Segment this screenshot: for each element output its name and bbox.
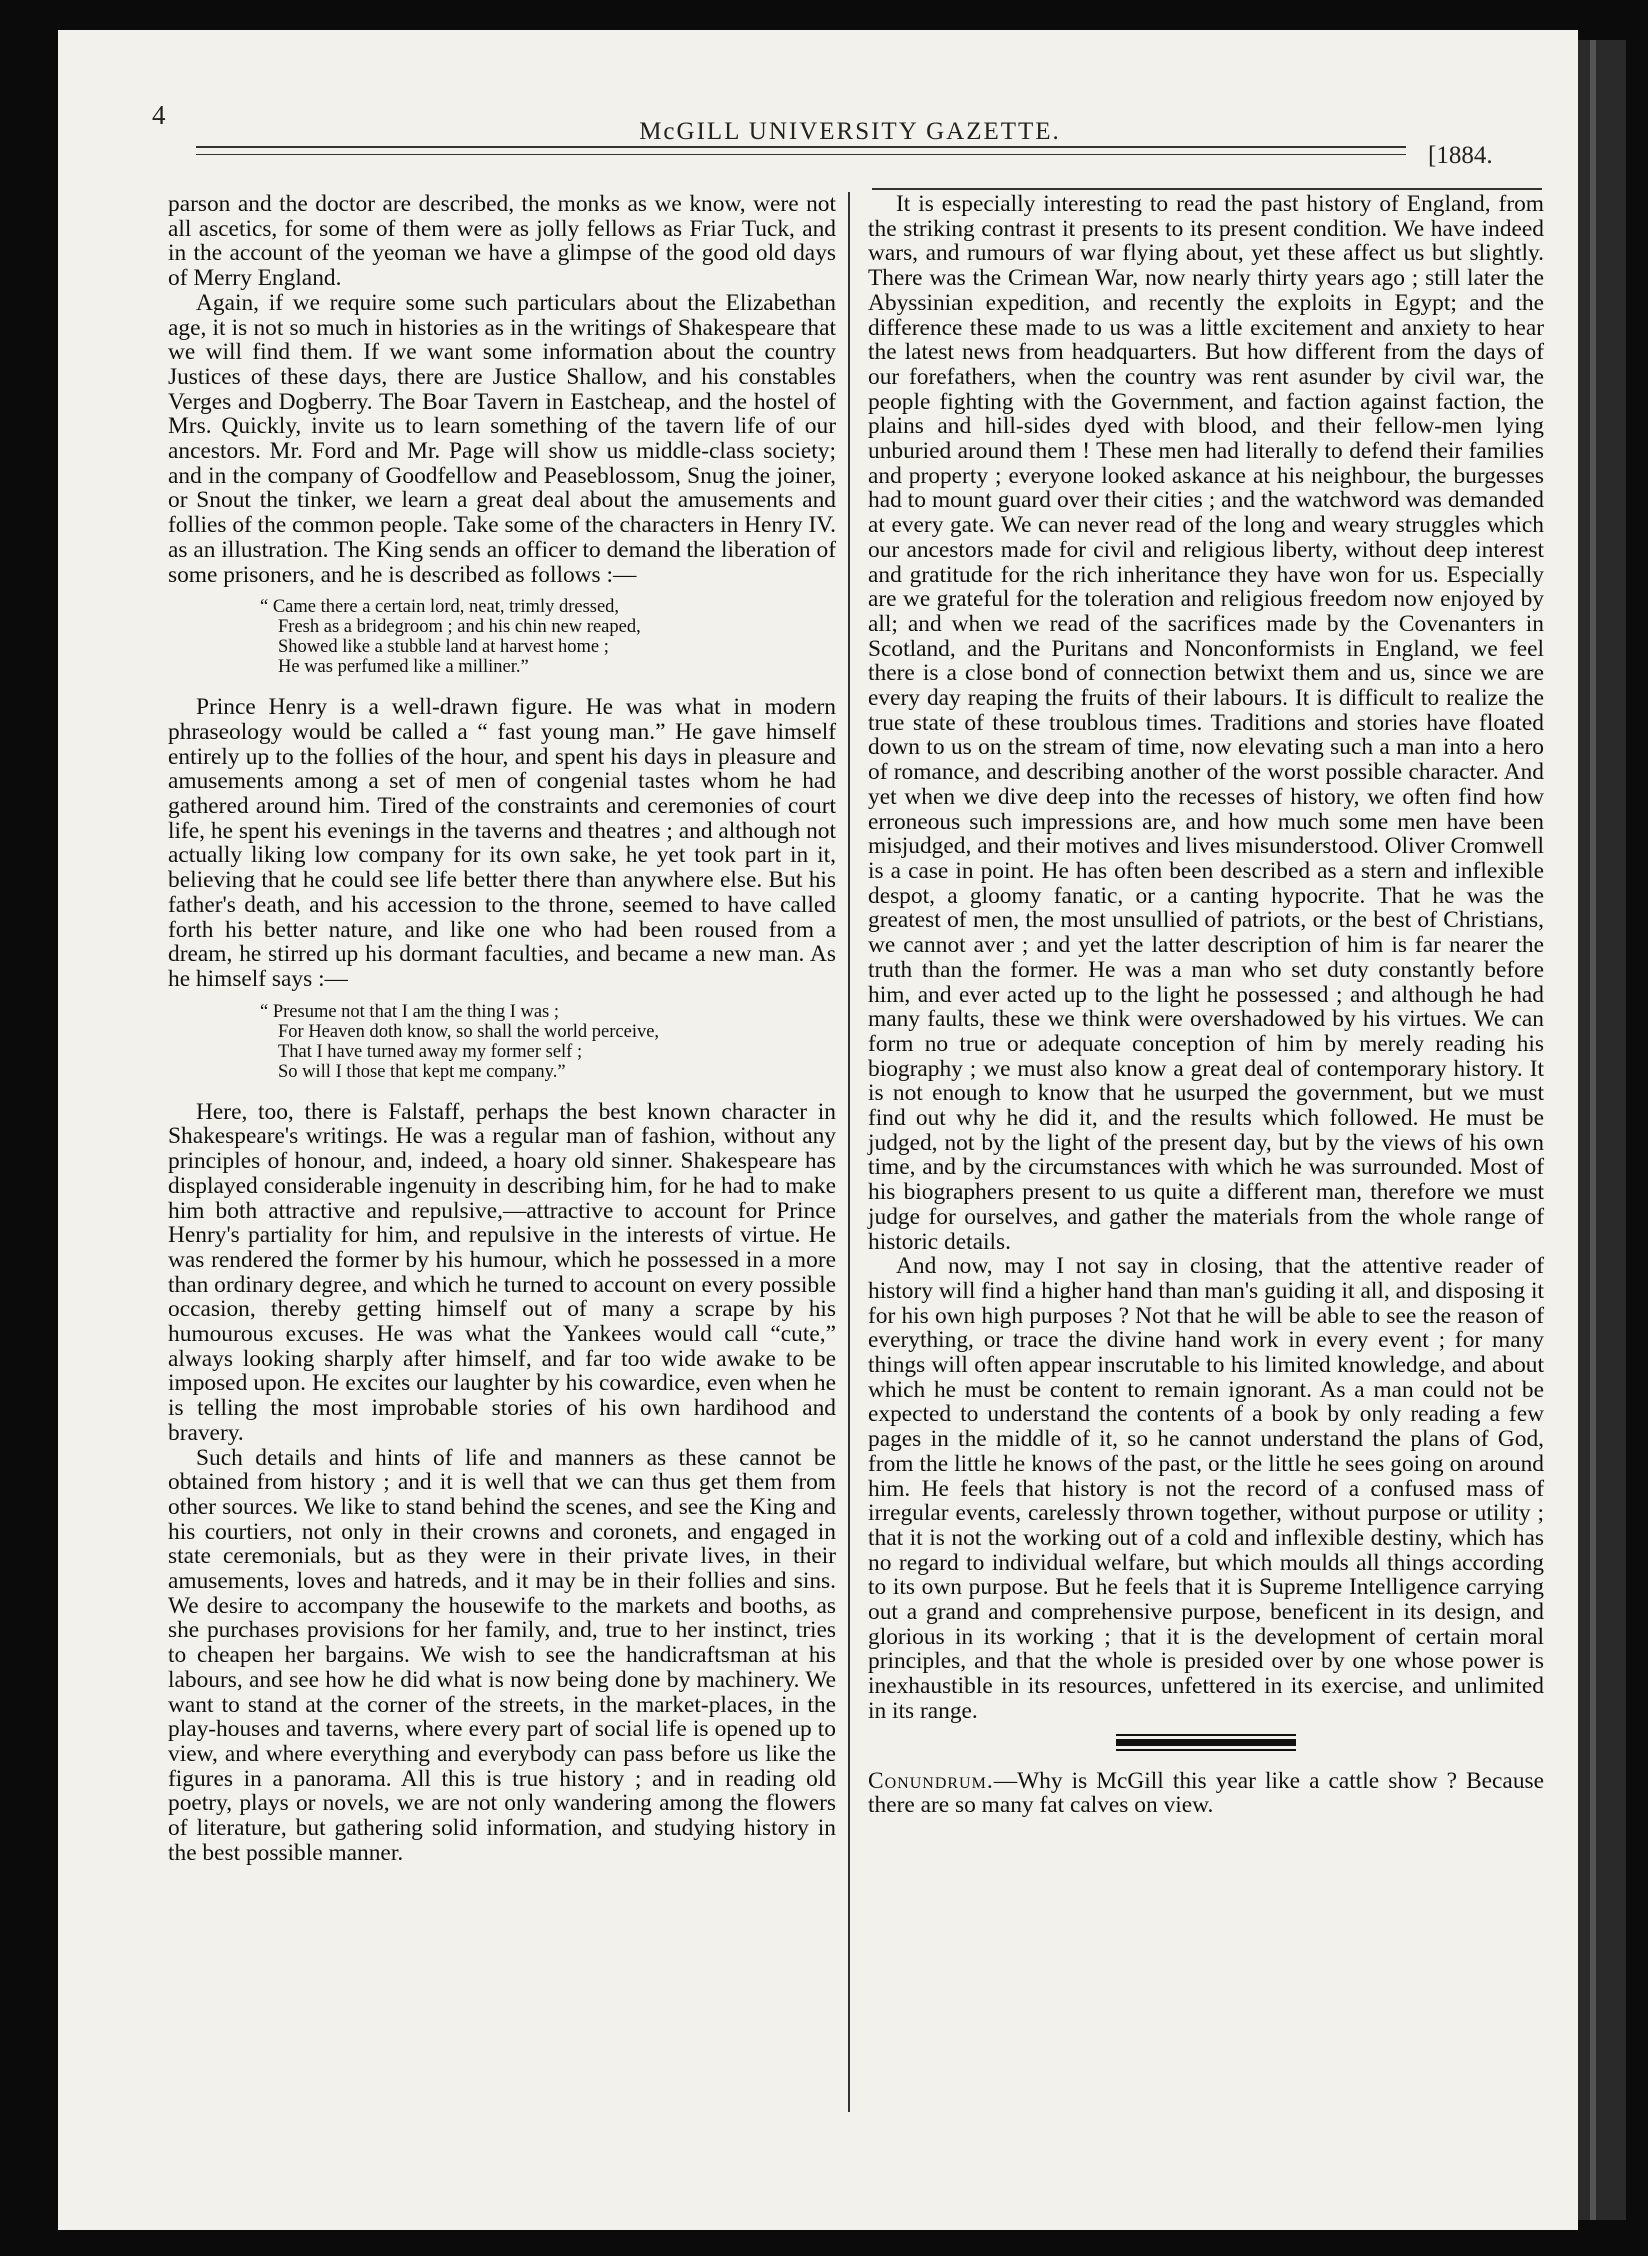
ornament-rule (1116, 1734, 1296, 1736)
issue-year: [1884. (1428, 142, 1493, 169)
right-paragraph-1: It is especially interesting to read the past history of England, from the striking contrast it presents to its present condition. We have indeed wars, and rumours of war flying about, yet these affect us but slightly. There was the Crimean War, now nearly thirty years ago ; still later the Abyssinian expedition, and recently the exploits in Egypt; and the difference these made to us was a little excitement and anxiety to hear the latest news from headquarters. But how different from the days of our forefathers, when the country was rent asunder by civil war, the people fighting with the Government, and faction against faction, the plains and hill-sides dyed with blood, and their fellow-men lying unburied around them ! These men had literally to defend their families and property ; everyone looked askance at his neighbour, the burgesses had to mount guard over their cities ; and the watchword was demanded at every gate. We can never read of the long and weary struggles which our ancestors made for civil and religious liberty, without deep interest and gratitude for the rich inheritance they have won for us. Especially are we grateful for the toleration and religious freedom now enjoyed by all; and when we read of the sacrifices made by the Covenanters in Scotland, and the Puritans and Nonconformists in England, we feel there is a close bond of connection betwixt them and us, since we are every day reaping the fruits of their labours. It is difficult to realize the true state of these troublous times. Traditions and stories have floated down to us on the stream of time, now elevating such a man into a hero of romance, and describing another of the worst possible character. And yet when we dive deep into the recesses of history, we often find how erroneous such impressions are, and how much some men have been misjudged, and their motives and lives misunderstood. Oliver Cromwell is a case in point. He has often been described as a stern and inflexible despot, a gloomy fanatic, or a canting hypocrite. That he was the greatest of men, the most unsullied of patriots, or the best of Christians, we cannot aver ; and yet the latter description of him is far nearer the truth than the former. He was a man who set duty constantly before him, and ever acted up to the light he possessed ; and although he had many faults, these we think were overshadowed by his virtues. We can form no true or adequate conception of him by merely reading his biography ; we must also know a great deal of contemporary history. It is not enough to know that he usurped the government, but we must find out why he did it, and the results which followed. He must be judged, not by the light of the present day, but by the views of his own time, and by the circumstances with which he was surrounded. Most of his biographers present to us quite a different man, therefore we must judge for ourselves, and gather the materials from the whole range of historic details. (868, 191, 1544, 1255)
verse-line: So will I those that kept me company.” (278, 1061, 566, 1082)
verse-line: Showed like a stubble land at harvest home ; (278, 637, 609, 658)
verse-line: “ Presume not that I am the thing I was ; (260, 1001, 560, 1022)
verse-line: Fresh as a bridegroom ; and his chin new reaped, (278, 617, 641, 638)
conundrum-text: —Why is McGill this year like a cattle show ? Because there are so many fat calves on view. (868, 1767, 1544, 1819)
verse-line: For Heaven doth know, so shall the world perceive, (278, 1021, 660, 1042)
verse-quote-lord (260, 597, 836, 677)
page-edge-shadow (1578, 40, 1626, 2220)
publication-title: McGILL UNIVERSITY GAZETTE. (639, 118, 1061, 145)
left-paragraph-1: parson and the doctor are described, the monks as we know, were not all ascetics, for some of them were as jolly fellows as Friar Tuck, and in the account of the yeoman we have a glimpse of the good old days of Merry England. (168, 191, 836, 292)
verse-line: He was perfumed like a milliner.” (278, 657, 529, 678)
page-number: 4 (152, 100, 166, 130)
right-column (868, 192, 1544, 1818)
verse-quote-henry (260, 1002, 836, 1082)
right-paragraph-2: And now, may I not say in closing, that the attentive reader of history will find a higher hand than man's guiding it all, and disposing it for his own high purposes ? Not that he will be able to see the reason of everything, or trace the divine hand work in every event ; for many things will often appear inscrutable to his limited knowledge, and about which he must be content to remain ignorant. As a man could not be expected to understand the contents of a book by only reading a few pages in the middle of it, so he cannot understand the plans of God, from the little he knows of the past, or the little he sees going on around him. He feels that history is not the record of a confused mass of irregular events, carelessly thrown together, without purpose or utility ; that it is not the working out of a cold and inflexible destiny, which has no regard to individual welfare, but which moulds all things according to its own purpose. But he feels that it is Supreme Intelligence carrying out a grand and comprehensive purpose, beneficent in its design, and glorious in its working ; that it is the development of certain moral principles, and that the whole is presided over by one whose power is inexhaustible in its resources, unfettered in its exercise, and unlimited in its range. (868, 1253, 1544, 1724)
verse-line: That I have turned away my former self ; (278, 1041, 583, 1062)
conundrum (868, 1769, 1544, 1818)
left-paragraph-2: Again, if we require some such particulars about the Elizabethan age, it is not so much in histories as in the writings of Shakespeare that we will find them. If we want some information about the country Justices of these days, there are Justice Shallow, and his constables Verges and Dogberry. The Boar Tavern in Eastcheap, and the hostel of Mrs. Quickly, invite us to learn something of the tavern life of our ancestors. Mr. Ford and Mr. Page will show us middle-class society; and in the company of Goodfellow and Peaseblossom, Snug the joiner, or Snout the tinker, we learn a great deal about the amusements and follies of the common people. Take some of the characters in Henry IV. as an illustration. The King sends an officer to demand the liberation of some prisoners, and he is described as follows :— (168, 289, 836, 588)
ornament-rule (1116, 1749, 1296, 1751)
conundrum-label: Conundrum. (868, 1767, 994, 1794)
page-edge-line (1590, 40, 1596, 2220)
left-paragraph-3: Prince Henry is a well-drawn figure. He was what in modern phraseology would be called a “ fast young man.” He gave himself entirely up to the follies of the hour, and spent his days in pleasure and amusements among a set of men of congenial tastes whom he had gathered around him. Tired of the constraints and ceremonies of court life, he spent his evenings in the taverns and theatres ; and although not actually liking low company for its own sake, he yet took part in it, believing that he could see life better there than anywhere else. But his father's death, and his accession to the throne, seemed to have called forth his better nature, and like one who had been roused from a dream, he stirred up his dormant faculties, and became a new man. As he himself says :— (168, 694, 836, 992)
left-paragraph-5: Such details and hints of life and manners as these cannot be obtained from history ; and it is well that we can thus get them from other sources. We like to stand behind the scenes, and see the King and his courtiers, not only in their crowns and coronets, and engaged in state ceremonials, but as they were in their private lives, in their amusements, loves and hatreds, and it may be in their follies and sins. We desire to accompany the housewife to the markets and booths, as she purchases provisions for her family, and, true to her instinct, tries to cheapen her bargains. We wish to see the handicraftsman at his labours, and see how he did what is now being done by machinery. We want to stand at the corner of the streets, in the market-places, in the play-houses and taverns, where every part of social life is opened up to view, and where everything and everybody can pass before us like the figures in a panorama. All this is true history ; and in reading old poetry, plays or novels, we are not only wandering among the flowers of literature, but gathering solid information, and studying history in the best possible manner. (168, 1444, 836, 1866)
left-column (168, 192, 836, 1865)
column-divider (848, 192, 850, 2112)
left-paragraph-4: Here, too, there is Falstaff, perhaps the best known character in Shakespeare's writings. He was a regular man of fashion, without any principles of honour, and, indeed, a hoary old sinner. Shakespeare has displayed considerable ingenuity in describing him, for he had to make him both attractive and repulsive,—attractive to account for Prince Henry's partiality for him, and repulsive in the interests of virtue. He was rendered the former by his humour, which he possessed in a more than ordinary degree, and which he turned to account on every possible occasion, thereby getting himself out of many a scrape by his humourous excuses. He was what the Yankees would call “cute,” always looking sharply after himself, and far too wide awake to be imposed upon. He excites our laughter by his cowardice, even when he is telling the most improbable stories of his own hardihood and bravery. (168, 1098, 836, 1446)
verse-line: “ Came there a certain lord, neat, trimly dressed, (260, 597, 620, 618)
header-rule-bottom (196, 154, 1406, 155)
ornament-rule (1116, 1739, 1296, 1746)
right-column-top-rule (872, 188, 1542, 190)
header-rule-top (196, 146, 1406, 148)
section-ornament (1116, 1734, 1296, 1751)
